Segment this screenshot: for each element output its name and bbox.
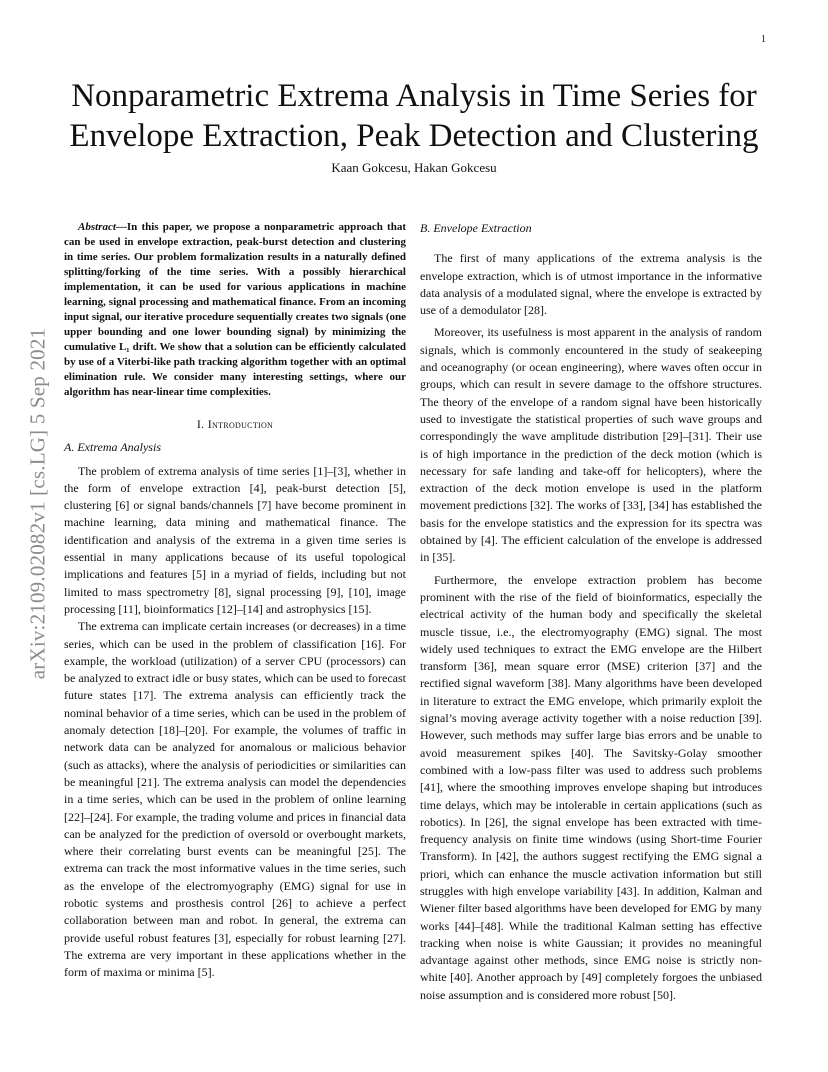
abstract-lead: Abstract: [78, 221, 116, 233]
envelope-paragraph-2: Moreover, its usefulness is most apparent in the analysis of random signals, which is commonly encountered in the study of seakeeping and oceanography (or ocean engineering), where waves often occur in groups, which can result in severe damage to the offshore structures. The theory of the envelope of a random signal have been historically used to investigate the statistical properties of such wave groups and correspondingly the wave amplitude distribution [29]–[31]. Their use is of high importance in the prediction of the deck motion (which is necessary for safe landing and take-off for helicopters), where the extraction of the deck motion envelope is used in the platform movement predictions [32]. The works of [33], [34] has established the basis for the envelope statistics and the expression for its spectra was obtained by [4]. The efficient calculation of the envelope is addressed in [35].: [420, 325, 762, 565]
intro-paragraph-1: The problem of extrema analysis of time series [1]–[3], whether in the form of envelope extraction [4], peak-burst detection [5], clustering [6] or signal bands/channels [7] have become prominent in machine learning, data mining and mathematical finance. The identification and analysis of the extrema in a given time series is essential in many applications because of its useful topological implications and features [5] in a myriad of fields, including but not limited to mass spectrometry [8], signal processing [9], [10], image processing [11], bioinformatics [12]–[14] and astrophysics [15].: [64, 463, 406, 616]
right-column: [420, 220, 762, 1004]
intro-paragraph-2: The extrema can implicate certain increases (or decreases) in a time series, which can be used in the problem of classification [16]. For example, the workload (utilization) of a server CPU (processors) can be analyzed to extract idle or busy states, which can be used to forecast future states [17]. The extrema analysis can efficiently track the nominal behavior of a time series, which can be used in the problem of anomaly detection [18]–[20]. For example, the volumes of traffic in network data can be analyzed for anomalous or malicious behavior (such as attacks), where the analysis of periodicities or similarities can be meaningful [21]. The extrema analysis can model the dependencies in a time series, which can be used in the problem of online learning [22]–[24]. For example, the trading volume and prices in financial data can be analyzed for the prediction of oversold or overbought markets, where their correlating burst events can be meaningful [25]. The extrema can track the most informative values in the time series, such as the envelope of the electromyography (EMG) signal for use in robotic systems and prosthesis control [26] to achieve a perfect collaboration between man and robot. In general, the extrema can provide useful robust features [3], especially for robust learning [27]. The extrema are very important in these applications whether in the form of maxima or minima [5].: [64, 619, 406, 980]
paper-title: [0, 76, 828, 156]
page-number: 1: [761, 34, 766, 45]
envelope-paragraph-1: The first of many applications of the extrema analysis is the envelope extraction, which is of utmost importance in the informative data analysis of a modulated signal, where the envelope is extracted by use of a demodulator [28].: [420, 251, 762, 318]
paper-title-line-2: Envelope Extraction, Peak Detection and Clustering: [69, 118, 759, 154]
arxiv-identifier-stamp: [18, 268, 58, 738]
left-column: [64, 220, 406, 982]
envelope-paragraph-3: Furthermore, the envelope extraction problem has become prominent with the rise of the field of bioinformatics, especially the electrical activity of the human body and specifically the skeletal muscle tissue, i.e., the electromyography (EMG) signal. The most widely used techniques to extract the EMG envelope are the Hilbert transform [36], mean square error (MSE) criterion [37] and the rectified signal waveform [38]. Many algorithms have been developed in literature to extract the EMG envelope, which primarily exploit the signal’s moving average activity together with a noise reduction [39]. However, such methods may suffer large bias errors and be unable to avoid measurement spikes [40]. The Savitsky-Golay smoother combined with a low-pass filter was used to address such problems [41], where the smoothing improves envelope shaping but introduces time delays, which may be intolerable in certain applications (such as robotics). In [26], the signal envelope has been extracted with time-frequency analysis on finite time windows (using Short-time Fourier Transform). In [42], the authors suggest rectifying the EMG signal a priori, which can enhance the muscle activation information but still struggles with high envelope variability [43]. In addition, Kalman and Wiener filter based algorithms have been developed for EMG by many works [44]–[48]. While the traditional Kalman setting has effective tracking when noise is white Gaussian; it provides no meaningful advantage against other methods, since EMG noise is strictly non-white [40]. Another approach by [49] completely forgoes the unbiased noise assumption and is considered more robust [50].: [420, 572, 762, 1002]
subsection-heading-extrema-analysis: A. Extrema Analysis: [64, 440, 161, 455]
section-heading-introduction: I. Introduction: [196, 417, 274, 431]
abstract-text: —In this paper, we propose a nonparametric approach that can be used in envelope extraction, peak-burst detection and clustering in time series. Our problem formalization results in a naturally defined splitting/forking of the time series. With a possibly hierarchical implementation, it can be used for various applications in machine learning, signal processing and mathematical finance. From an incoming input signal, our iterative procedure sequentially creates two signals (one upper bounding and one lower bounding signal) by minimizing the cumulative L₁ drift. We show that a solution can be efficiently calculated by use of a Viterbi-like path tracking algorithm together with an optimal elimination rule. We consider many interesting settings, where our algorithm has near-linear time complexities.: [64, 221, 406, 398]
abstract: [64, 220, 406, 400]
arxiv-identifier-text: arXiv:2109.02082v1 [cs.LG] 5 Sep 2021: [25, 327, 50, 679]
paper-authors: Kaan Gokcesu, Hakan Gokcesu: [331, 160, 497, 175]
paper-title-line-1: Nonparametric Extrema Analysis in Time Series for: [71, 78, 757, 114]
subsection-heading-envelope-extraction: B. Envelope Extraction: [420, 221, 532, 235]
